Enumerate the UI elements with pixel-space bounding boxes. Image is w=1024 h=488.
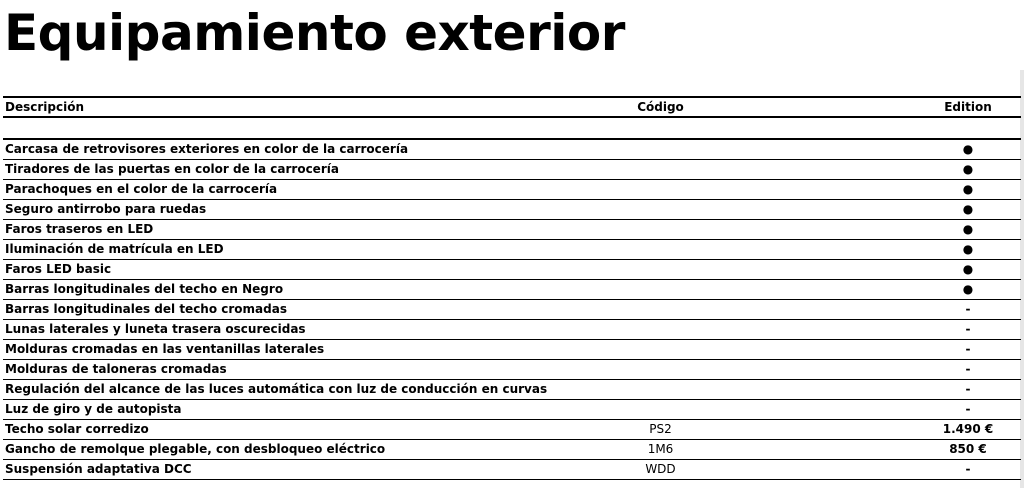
table-row (3, 340, 1021, 360)
page-title: Equipamiento exterior (4, 4, 625, 62)
row-description: Tiradores de las puertas en color de la carrocería (5, 162, 339, 176)
row-description: Faros traseros en LED (5, 222, 154, 236)
row-edition-value: ● (962, 282, 974, 296)
row-description: Molduras cromadas en las ventanillas laterales (5, 342, 325, 356)
row-description: Techo solar corredizo (5, 422, 149, 436)
row-edition-value: - (965, 362, 971, 376)
table-row (3, 180, 1021, 200)
row-description: Luz de giro y de autopista (5, 402, 182, 416)
row-description: Barras longitudinales del techo cromadas (5, 302, 287, 316)
row-edition-value: ● (962, 162, 974, 176)
row-description: Parachoques en el color de la carrocería (5, 182, 278, 196)
table-row (3, 140, 1021, 160)
row-edition-value: ● (962, 142, 974, 156)
row-edition-value: 850 € (949, 442, 987, 456)
row-edition-value: - (965, 402, 971, 416)
table-row (3, 380, 1021, 400)
row-edition-value: 1.490 € (942, 422, 994, 436)
row-description: Iluminación de matrícula en LED (5, 242, 224, 256)
row-edition-value: ● (962, 182, 974, 196)
table-spacer-row (3, 118, 1021, 140)
table-row (3, 260, 1021, 280)
row-description: Barras longitudinales del techo en Negro (5, 282, 284, 296)
row-description: Suspensión adaptativa DCC (5, 462, 192, 476)
row-code: 1M6 (647, 442, 674, 456)
row-description: Carcasa de retrovisores exteriores en color de la carrocería (5, 142, 409, 156)
table-row (3, 400, 1021, 420)
column-header-edition: Edition (944, 100, 992, 114)
row-description: Molduras de taloneras cromadas (5, 362, 227, 376)
table-row (3, 280, 1021, 300)
row-code: WDD (645, 462, 676, 476)
row-edition-value: ● (962, 262, 974, 276)
row-edition-value: - (965, 322, 971, 336)
row-description: Lunas laterales y luneta trasera oscurecidas (5, 322, 306, 336)
table-header-row (3, 98, 1021, 118)
row-edition-value: - (965, 342, 971, 356)
row-description: Regulación del alcance de las luces automática con luz de conducción en curvas (5, 382, 548, 396)
row-description: Faros LED basic (5, 262, 112, 276)
table-row (3, 240, 1021, 260)
table-row (3, 300, 1021, 320)
row-edition-value: ● (962, 202, 974, 216)
table-row (3, 320, 1021, 340)
table-row (3, 220, 1021, 240)
table-row (3, 200, 1021, 220)
row-edition-value: - (965, 382, 971, 396)
table-row (3, 360, 1021, 380)
table-row (3, 160, 1021, 180)
row-code: PS2 (649, 422, 672, 436)
row-description: Seguro antirrobo para ruedas (5, 202, 207, 216)
table-row (3, 420, 1021, 440)
row-description: Gancho de remolque plegable, con desbloqueo eléctrico (5, 442, 386, 456)
row-edition-value: - (965, 302, 971, 316)
table-row (3, 440, 1021, 460)
row-edition-value: ● (962, 242, 974, 256)
table-row (3, 460, 1021, 480)
equipment-table (3, 96, 1021, 480)
row-edition-value: ● (962, 222, 974, 236)
column-header-code: Código (637, 100, 684, 114)
column-header-description: Descripción (5, 100, 84, 114)
row-edition-value: - (965, 462, 971, 476)
